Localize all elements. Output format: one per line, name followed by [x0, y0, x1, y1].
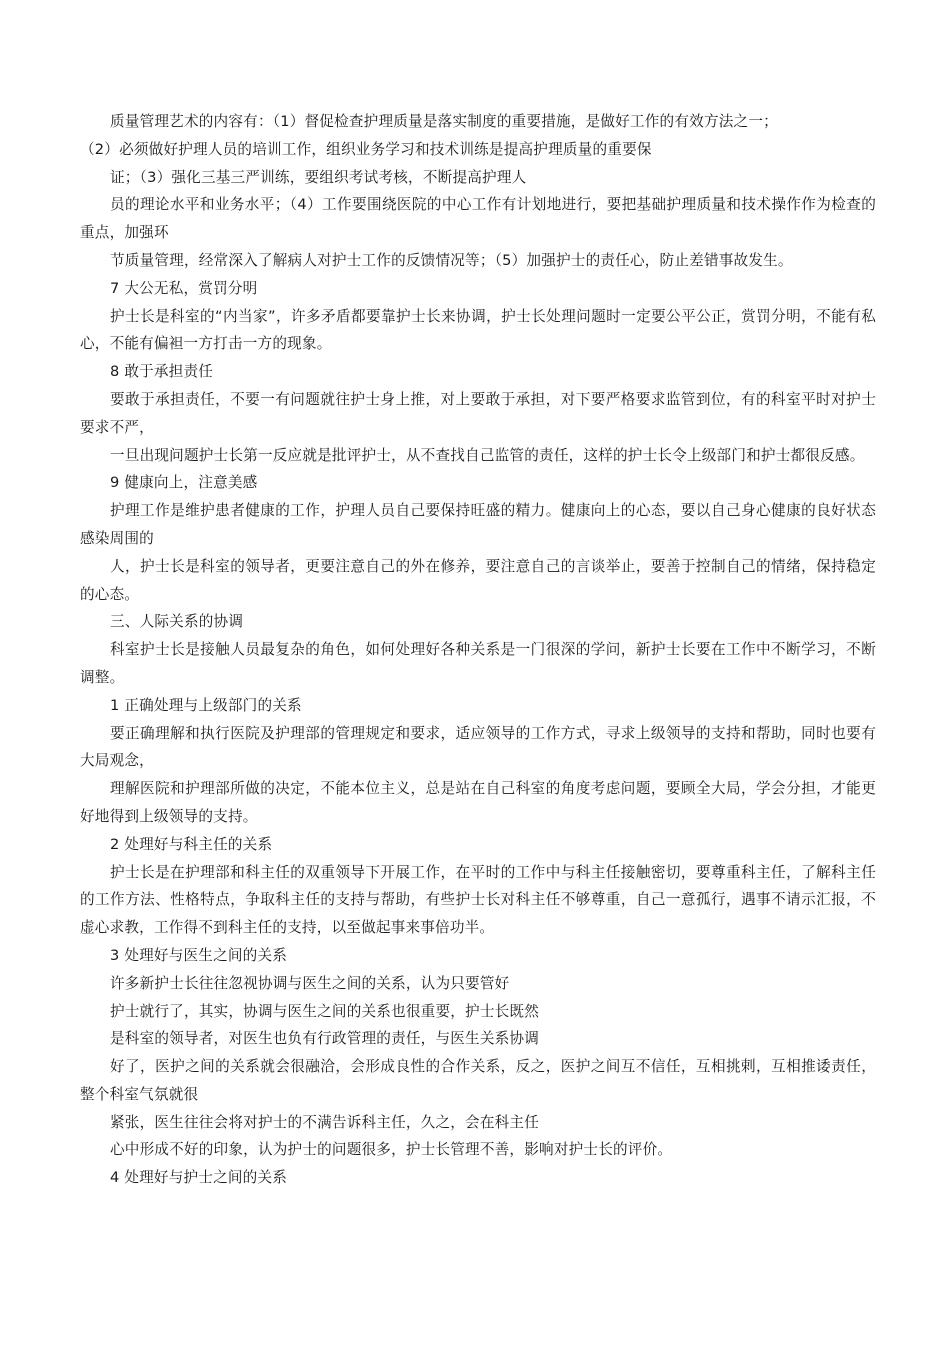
paragraph: 要正确理解和执行医院及护理部的管理规定和要求，适应领导的工作方式，寻求上级领导的支持和帮助，同时也要有大局观念，: [80, 724, 876, 770]
paragraph: 护理工作是维护患者健康的工作，护理人员自己要保持旺盛的精力。健康向上的心态，要以自己身心健康的良好状态感染周围的: [80, 502, 876, 547]
paragraph: 理解医院和护理部所做的决定，不能本位主义，总是站在自己科室的角度考虑问题，要顾全大局，学会分担，才能更好地得到上级领导的支持。: [80, 780, 876, 825]
paragraph: 护士就行了，其实，协调与医生之间的关系也很重要，护士长既然: [110, 1002, 540, 1020]
paragraph: 员的理论水平和业务水平；（4）工作要围绕医院的中心工作有计划地进行，要把基础护理质量和技术操作作为检查的重点，加强环: [80, 196, 876, 242]
paragraph: 3 处理好与医生之间的关系: [110, 946, 288, 964]
paragraph: 4 处理好与护士之间的关系: [110, 1169, 288, 1187]
paragraph: 9 健康向上，注意美感: [110, 474, 258, 492]
paragraph: 护士长是科室的“内当家”，许多矛盾都要靠护士长来协调，护士长处理问题时一定要公平公正，赏罚分明，不能有私心，不能有偏袒一方打击一方的现象。: [80, 307, 876, 353]
paragraph: 心中形成不好的印象，认为护士的问题很多，护士长管理不善，影响对护士长的评价。: [110, 1141, 673, 1159]
paragraph: 许多新护士长往往忽视协调与医生之间的关系，认为只要管好: [110, 974, 510, 992]
paragraph: 2 处理好与科主任的关系: [110, 835, 273, 853]
paragraph: 三、人际关系的协调: [110, 613, 244, 631]
paragraph: 一旦出现问题护士长第一反应就是批评护士，从不查找自己监管的责任，这样的护士长令上级部门和护士都很反感。: [110, 446, 865, 464]
paragraph: （2）必须做好护理人员的培训工作，组织业务学习和技术训练是提高护理质量的重要保: [80, 140, 652, 158]
paragraph: 证；（3）强化三基三严训练，要组织考试考核，不断提高护理人: [110, 168, 527, 186]
paragraph: 紧张，医生往往会将对护士的不满告诉科主任，久之，会在科主任: [110, 1113, 540, 1131]
paragraph: 人，护士长是科室的领导者，更要注意自己的外在修养，要注意自己的言谈举止，要善于控制自己的情绪，保持稳定的心态。: [80, 557, 876, 603]
paragraph: 要敢于承担责任，不要一有问题就往护士身上推，对上要敢于承担，对下要严格要求监管到位，有的科室平时对护士要求不严，: [80, 390, 876, 436]
paragraph: 好了，医护之间的关系就会很融洽，会形成良性的合作关系，反之，医护之间互不信任，互相挑剌，互相推诿责任，整个科室气氛就很: [80, 1058, 876, 1103]
document-body: [80, 108, 876, 1192]
paragraph: 质量管理艺术的内容有：（1）督促检查护理质量是落实制度的重要措施，是做好工作的有效方法之一；: [110, 113, 778, 130]
paragraph: 1 正确处理与上级部门的关系: [110, 696, 302, 714]
paragraph: 8 敢于承担责任: [110, 363, 214, 381]
paragraph: 节质量管理，经常深入了解病人对护士工作的反馈情况等；（5）加强护士的责任心，防止差错事故发生。: [110, 251, 793, 269]
paragraph: 护士长是在护理部和科主任的双重领导下开展工作，在平时的工作中与科主任接触密切，要尊重科主任，了解科主任的工作方法、性格特点，争取科主任的支持与帮助，有些护士长对科主任不够尊重，自己一意孤行，遇事不请示汇报，不虚心求教，工作得不到科主任的支持，以至做起事来事倍功半。: [80, 863, 876, 937]
paragraph: 是科室的领导者，对医生也负有行政管理的责任，与医生关系协调: [110, 1030, 540, 1048]
paragraph: 科室护士长是接触人员最复杂的角色，如何处理好各种关系是一门很深的学问，新护士长要在工作中不断学习，不断调整。: [80, 641, 876, 686]
paragraph: 7 大公无私，赏罚分明: [110, 279, 258, 297]
